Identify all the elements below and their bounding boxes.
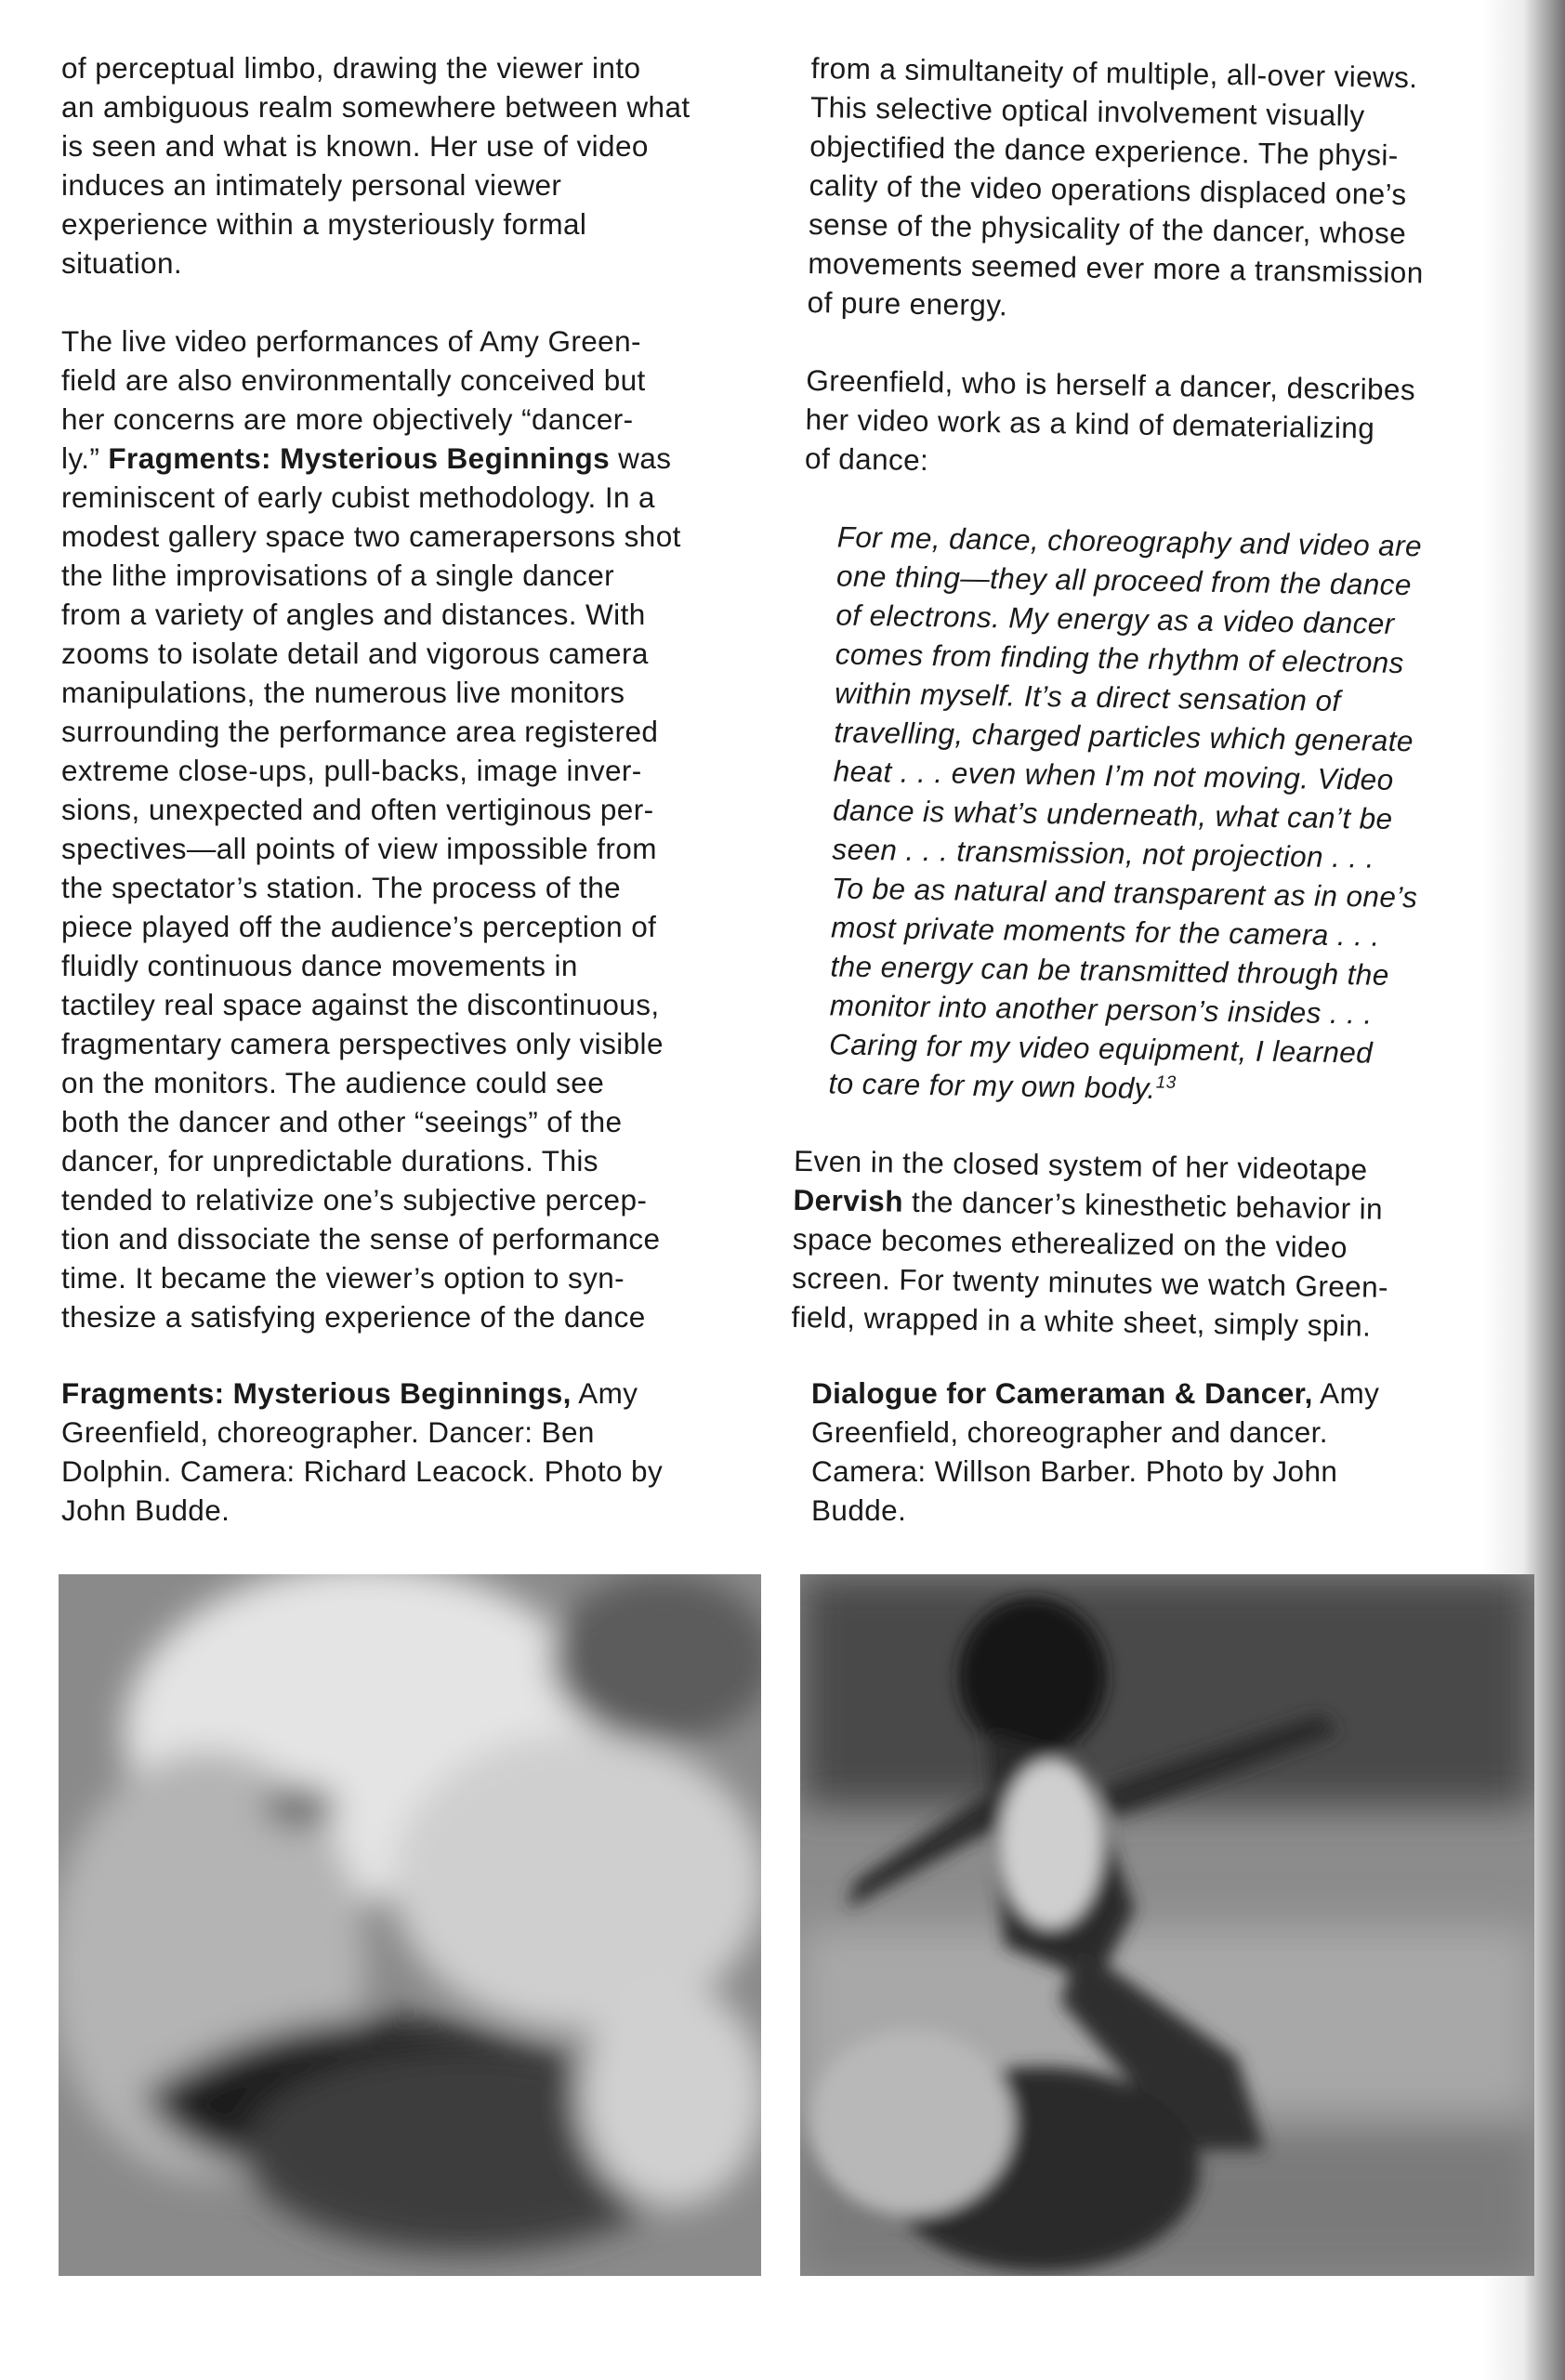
work-title-dervish: Dervish [793,1182,904,1218]
photo-dervish-dancer [800,1574,1534,2276]
right-paragraph-2: Greenfield, who is herself a dancer, describes her video work as a kind of dematerializing of dance: [804,362,1416,478]
caption-left-title: Fragments: Mysterious Beginnings, [61,1376,572,1410]
left-paragraph-2 [61,322,786,1336]
right-paragraph-3-lead: Even in the closed system of her videotape [793,1143,1368,1187]
caption-right-text: Amy Greenfield, choreographer and dancer. Camera: Willson Barber. Photo by John Budde. [811,1376,1380,1527]
quote-text: For me, dance, choreography and video are one thing—they all proceed from the dance of electrons. My energy as a video dancer comes from finding the rhythm of electrons within myself. It’s a direct sensation of travelling, charged particles which generate heat . . . even when I’m not moving. Video dance is what’s underneath, what can’t be seen . . . transmission, not projection . . . To be as natural and transparent as in one’s most private moments for the camera . . . the energy can be transmitted through the monitor into another person’s insides . . . Caring for my video equipment, I learned to care for my own body. [828,519,1423,1105]
right-paragraph-3-body: the dancer’s kinesthetic behavior in space becomes etherealized on the video screen. For twenty minutes we watch Green- field, wrapped in a white sheet, simply spin. [791,1184,1389,1343]
right-paragraph-1: from a simultaneity of multiple, all-over views. This selective optical involvement visually objectified the dance experience. The physi- cality of the video operations displaced one’s sense of the physicality of the dancer, whose movements seemed ever more a transmission of pure energy. [807,50,1424,322]
left-paragraph-1: of perceptual limbo, drawing the viewer into an ambiguous realm somewhere between what is seen and what is known. Her use of video induces an intimately personal viewer experience within a mysteriously formal situation. [61,51,690,280]
photo-dervish-image [800,1574,1534,2276]
caption-left [61,1374,786,1530]
photo-fragments-close-up [59,1574,761,2276]
caption-left-text: Amy Greenfield, choreographer. Dancer: Ben Dolphin. Camera: Richard Leacock. Photo by John Budde. [61,1376,664,1527]
left-column [61,48,786,1336]
footnote-marker: 13 [1155,1072,1177,1093]
work-title-fragments: Fragments: Mysterious Beginnings [108,441,611,475]
photo-fragments-image [59,1574,761,2276]
caption-right [811,1374,1518,1530]
right-column [791,48,1518,1348]
paragraph-gap [61,283,786,322]
greenfield-quote [795,517,1510,1113]
left-paragraph-2-lead: The live video performances of Amy Green- field are also environmentally conceived but her concerns are more objectively “dancer- ly.” [61,324,646,475]
right-paragraph-3 [791,1141,1500,1348]
left-paragraph-2-body: was reminiscent of early cubist methodology. In a modest gallery space two camerapersons shot the lithe improvisations of a single dancer from a variety of angles and distances. With zooms to isolate detail and vigorous camera manipulations, the numerous live monitors surrounding the performance area registered extreme close-ups, pull-backs, image inver- sions, unexpected and often vertiginous per- spectives—all points of view impossible from the spectator’s station. The process of the piece played off the audience’s perception of fluidly continuous dance movements in tactiley real space against the discontinuous, fragmentary camera perspectives only visible on the monitors. The audience could see both the dancer and other “seeings” of the dancer, for unpredictable durations. This tended to relativize one’s subjective percep- tion and dissociate the sense of performance time. It became the viewer’s option to syn- thesize a satisfying experience of the dance [61,441,681,1334]
caption-right-title: Dialogue for Cameraman & Dancer, [811,1376,1313,1410]
